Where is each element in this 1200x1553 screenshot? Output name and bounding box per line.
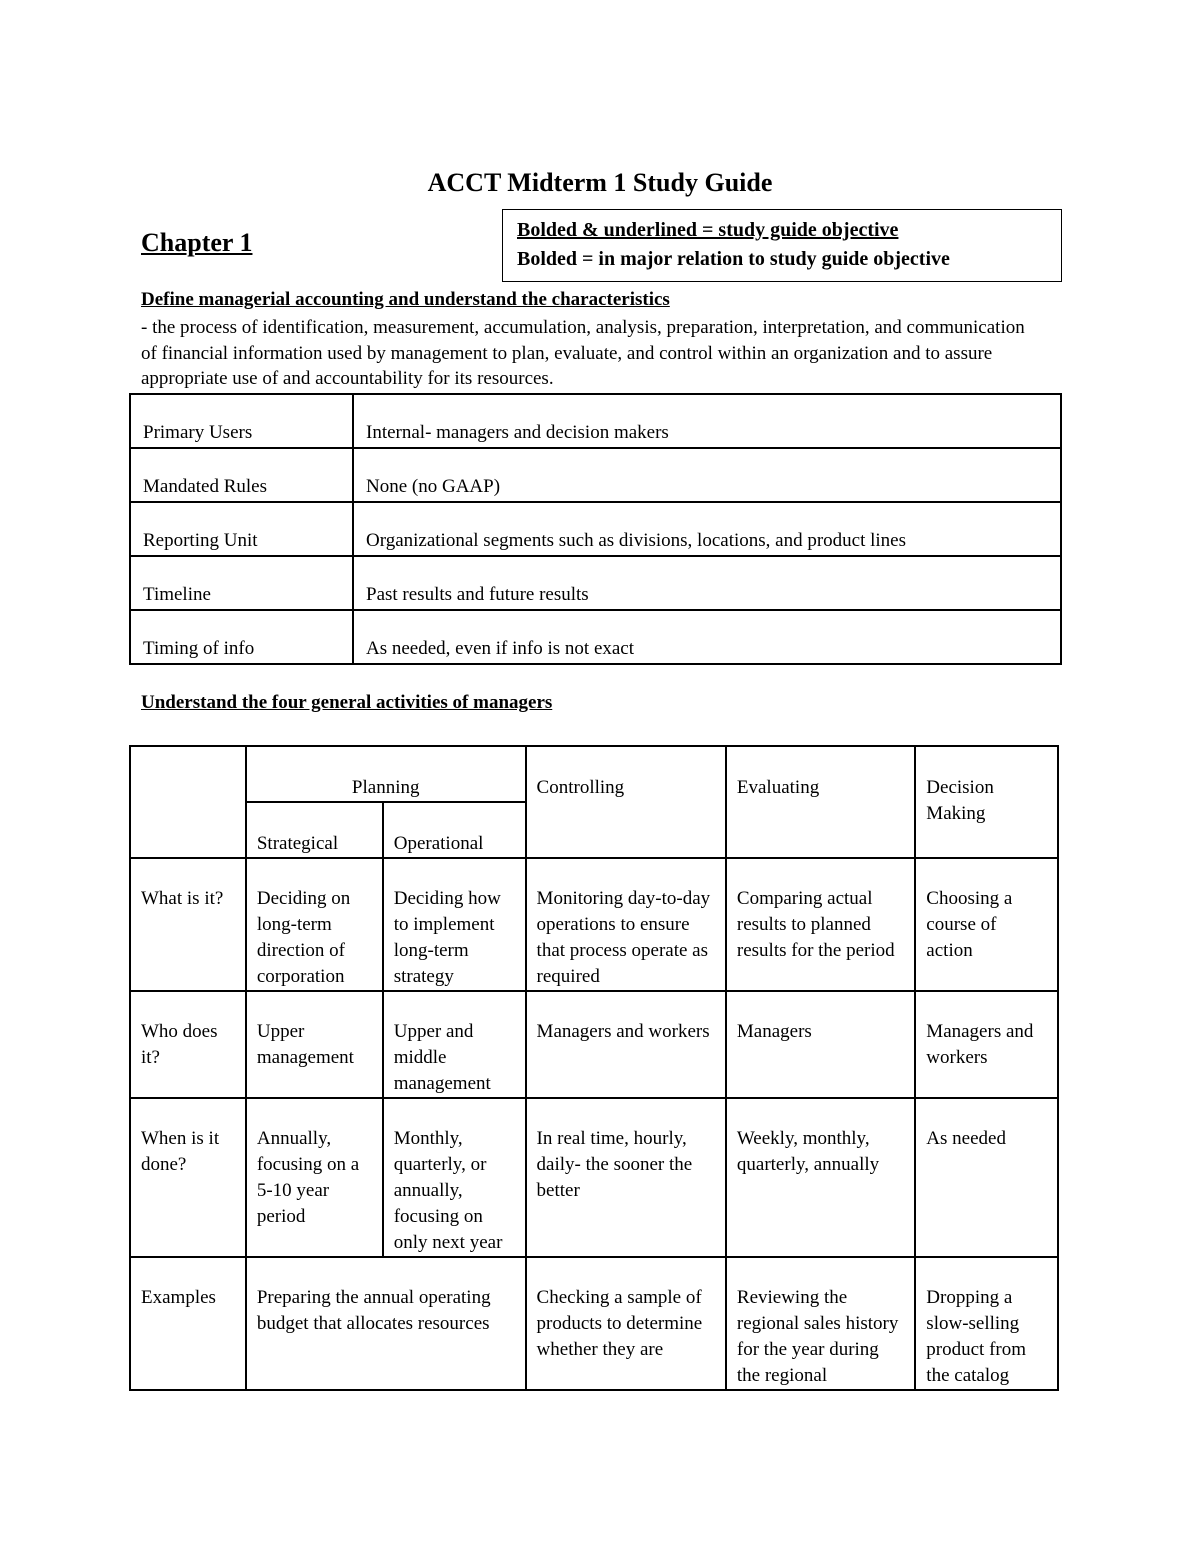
cell-decision-making: Dropping a slow-selling product from the catalog (915, 1257, 1058, 1390)
header-controlling: Controlling (526, 746, 726, 858)
cell-operational: Deciding how to implement long-term strategy (383, 858, 526, 991)
definition-paragraph: - the process of identification, measurement, accumulation, analysis, preparation, interpretation, and communication of financial information used by management to plan, evaluate, and control within an organization and to assure appropriate use of and accountability for its resources. (141, 317, 1025, 390)
cell-controlling: Managers and workers (526, 991, 726, 1098)
row-label: Reporting Unit (130, 502, 353, 556)
header-operational: Operational (383, 802, 526, 858)
cell-controlling: Checking a sample of products to determine whether they are (526, 1257, 726, 1390)
table-row (130, 556, 1061, 610)
cell-evaluating: Managers (726, 991, 915, 1098)
page-title: ACCT Midterm 1 Study Guide (427, 168, 773, 197)
row-label: Timeline (130, 556, 353, 610)
legend-line-relation: Bolded = in major relation to study guide objective (517, 248, 950, 270)
cell-decision-making: Choosing a course of action (915, 858, 1058, 991)
table-row (130, 858, 1058, 991)
header-evaluating: Evaluating (726, 746, 915, 858)
cell-evaluating: Weekly, monthly, quarterly, annually (726, 1098, 915, 1257)
cell-operational: Monthly, quarterly, or annually, focusing on only next year (383, 1098, 526, 1257)
row-value: As needed, even if info is not exact (353, 610, 1061, 664)
chapter-heading: Chapter 1 (141, 228, 253, 257)
objective-heading-1: Define managerial accounting and understand the characteristics (141, 289, 670, 310)
cell-strategical: Deciding on long-term direction of corporation (246, 858, 383, 991)
cell-evaluating: Reviewing the regional sales history for the year during the regional (726, 1257, 915, 1390)
table-row (130, 448, 1061, 502)
objective-heading-2: Understand the four general activities of managers (141, 692, 553, 713)
row-label: Who does it? (130, 991, 246, 1098)
cell-planning-example: Preparing the annual operating budget that allocates resources (246, 1257, 526, 1390)
row-label: Timing of info (130, 610, 353, 664)
cell-controlling: In real time, hourly, daily- the sooner the better (526, 1098, 726, 1257)
table-row (130, 991, 1058, 1098)
row-label: Mandated Rules (130, 448, 353, 502)
legend-line-objective: Bolded & underlined = study guide objective (517, 219, 899, 241)
cell-strategical: Annually, focusing on a 5-10 year period (246, 1098, 383, 1257)
cell-evaluating: Comparing actual results to planned results for the period (726, 858, 915, 991)
table-row (130, 1098, 1058, 1257)
cell-decision-making: As needed (915, 1098, 1058, 1257)
row-label: What is it? (130, 858, 246, 991)
table-row (130, 502, 1061, 556)
characteristics-table (129, 393, 1062, 665)
cell-decision-making: Managers and workers (915, 991, 1058, 1098)
header-strategical: Strategical (246, 802, 383, 858)
row-value: None (no GAAP) (353, 448, 1061, 502)
cell-controlling: Monitoring day-to-day operations to ensure that process operate as required (526, 858, 726, 991)
legend-box (502, 209, 1062, 282)
row-value: Organizational segments such as divisions, locations, and product lines (353, 502, 1061, 556)
row-value: Past results and future results (353, 556, 1061, 610)
table-row (130, 610, 1061, 664)
activities-table (129, 745, 1059, 1391)
table-row-examples (130, 1257, 1058, 1390)
cell-operational: Upper and middle management (383, 991, 526, 1098)
row-label: Examples (130, 1257, 246, 1390)
table-row (130, 394, 1061, 448)
cell-strategical: Upper management (246, 991, 383, 1098)
header-planning: Planning (246, 746, 526, 802)
row-label: When is it done? (130, 1098, 246, 1257)
header-decision-making: Decision Making (915, 746, 1058, 858)
corner-cell (130, 746, 246, 858)
row-value: Internal- managers and decision makers (353, 394, 1061, 448)
header-row (130, 746, 1058, 802)
row-label: Primary Users (130, 394, 353, 448)
